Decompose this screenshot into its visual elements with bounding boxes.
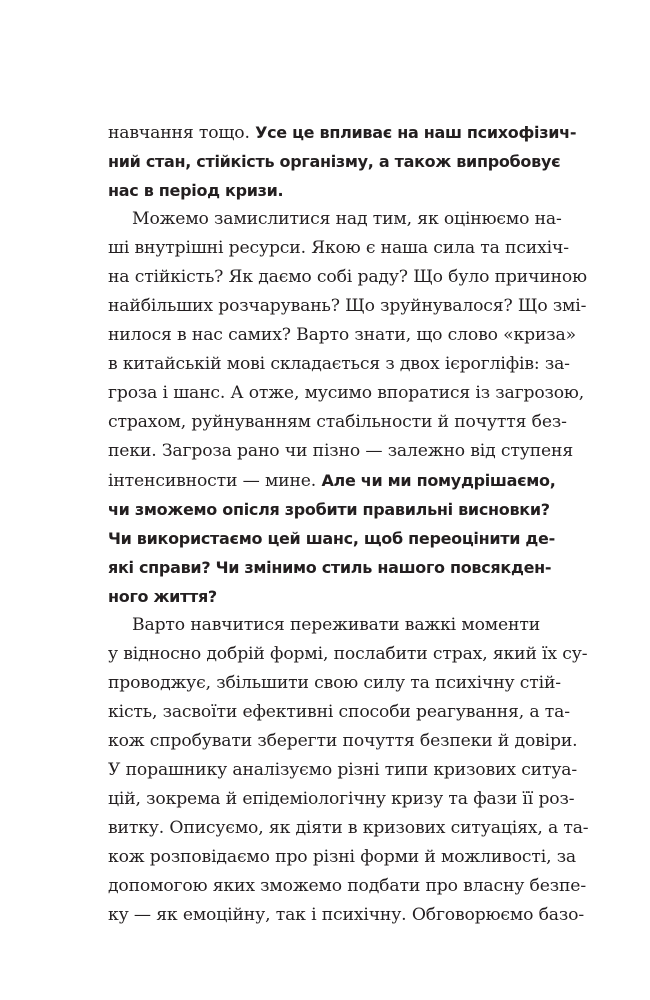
text-line: кість, засвоїти ефективні способи реагування, а та-	[108, 702, 570, 722]
text-line: пеки. Загроза рано чи пізно — залежно від ступеня	[108, 441, 574, 461]
text-line: ку — як емоційну, так і психічну. Обговорюємо базо-	[108, 905, 584, 925]
text-line: нас в період кризи.	[108, 181, 284, 200]
text-line: Чи використаємо цей шанс, щоб переоцінити де-	[108, 529, 555, 548]
text-line: У порашнику аналізуємо різні типи кризових ситуа-	[108, 760, 578, 780]
text-line: ші внутрішні ресурси. Якою є наша сила та психіч-	[108, 238, 569, 258]
text-line: ного життя?	[108, 587, 217, 606]
text-line: навчання тощо. Усе це впливає на наш психофізич-	[108, 123, 577, 143]
text-line: на стійкість? Як даємо собі раду? Що було причиною	[108, 267, 587, 287]
text-line: витку. Описуємо, як діяти в кризових ситуаціях, а та-	[108, 818, 589, 838]
text-line: проводжує, збільшити свою силу та психічну стій-	[108, 673, 561, 693]
text-line: страхом, руйнуванням стабільности й почуття без-	[108, 412, 567, 432]
text-line: в китайській мові складається з двох ієрогліфів: за-	[108, 354, 570, 374]
text-line: цій, зокрема й епідеміологічну кризу та фази її роз-	[108, 789, 575, 809]
text-line: гроза і шанс. А отже, мусимо впоратися із загрозою,	[108, 383, 585, 403]
text-line: найбільших розчарувань? Що зруйнувалося? Що змі-	[108, 296, 587, 316]
text-line: які справи? Чи змінимо стиль нашого повсякден-	[108, 558, 552, 577]
text-line: інтенсивности — мине. Але чи ми помудрішаємо,	[108, 471, 556, 491]
text-line: кож розповідаємо про різні форми й можливості, за	[108, 847, 577, 867]
text-line: чи зможемо опісля зробити правильні висновки?	[108, 500, 550, 519]
text-line: ний стан, стійкість організму, а також випробовує	[108, 152, 561, 171]
text-line: кож спробувати зберегти почуття безпеки й довіри.	[108, 731, 578, 751]
text-line: у відносно добрій формі, послабити страх, який їх су-	[108, 644, 588, 664]
text-line: Варто навчитися переживати важкі моменти	[132, 615, 540, 635]
text-line: Можемо замислитися над тим, як оцінюємо на-	[132, 209, 562, 229]
text-line: допомогою яких зможемо подбати про власну безпе-	[108, 876, 586, 896]
text-line: нилося в нас самих? Варто знати, що слово «криза»	[108, 325, 576, 345]
